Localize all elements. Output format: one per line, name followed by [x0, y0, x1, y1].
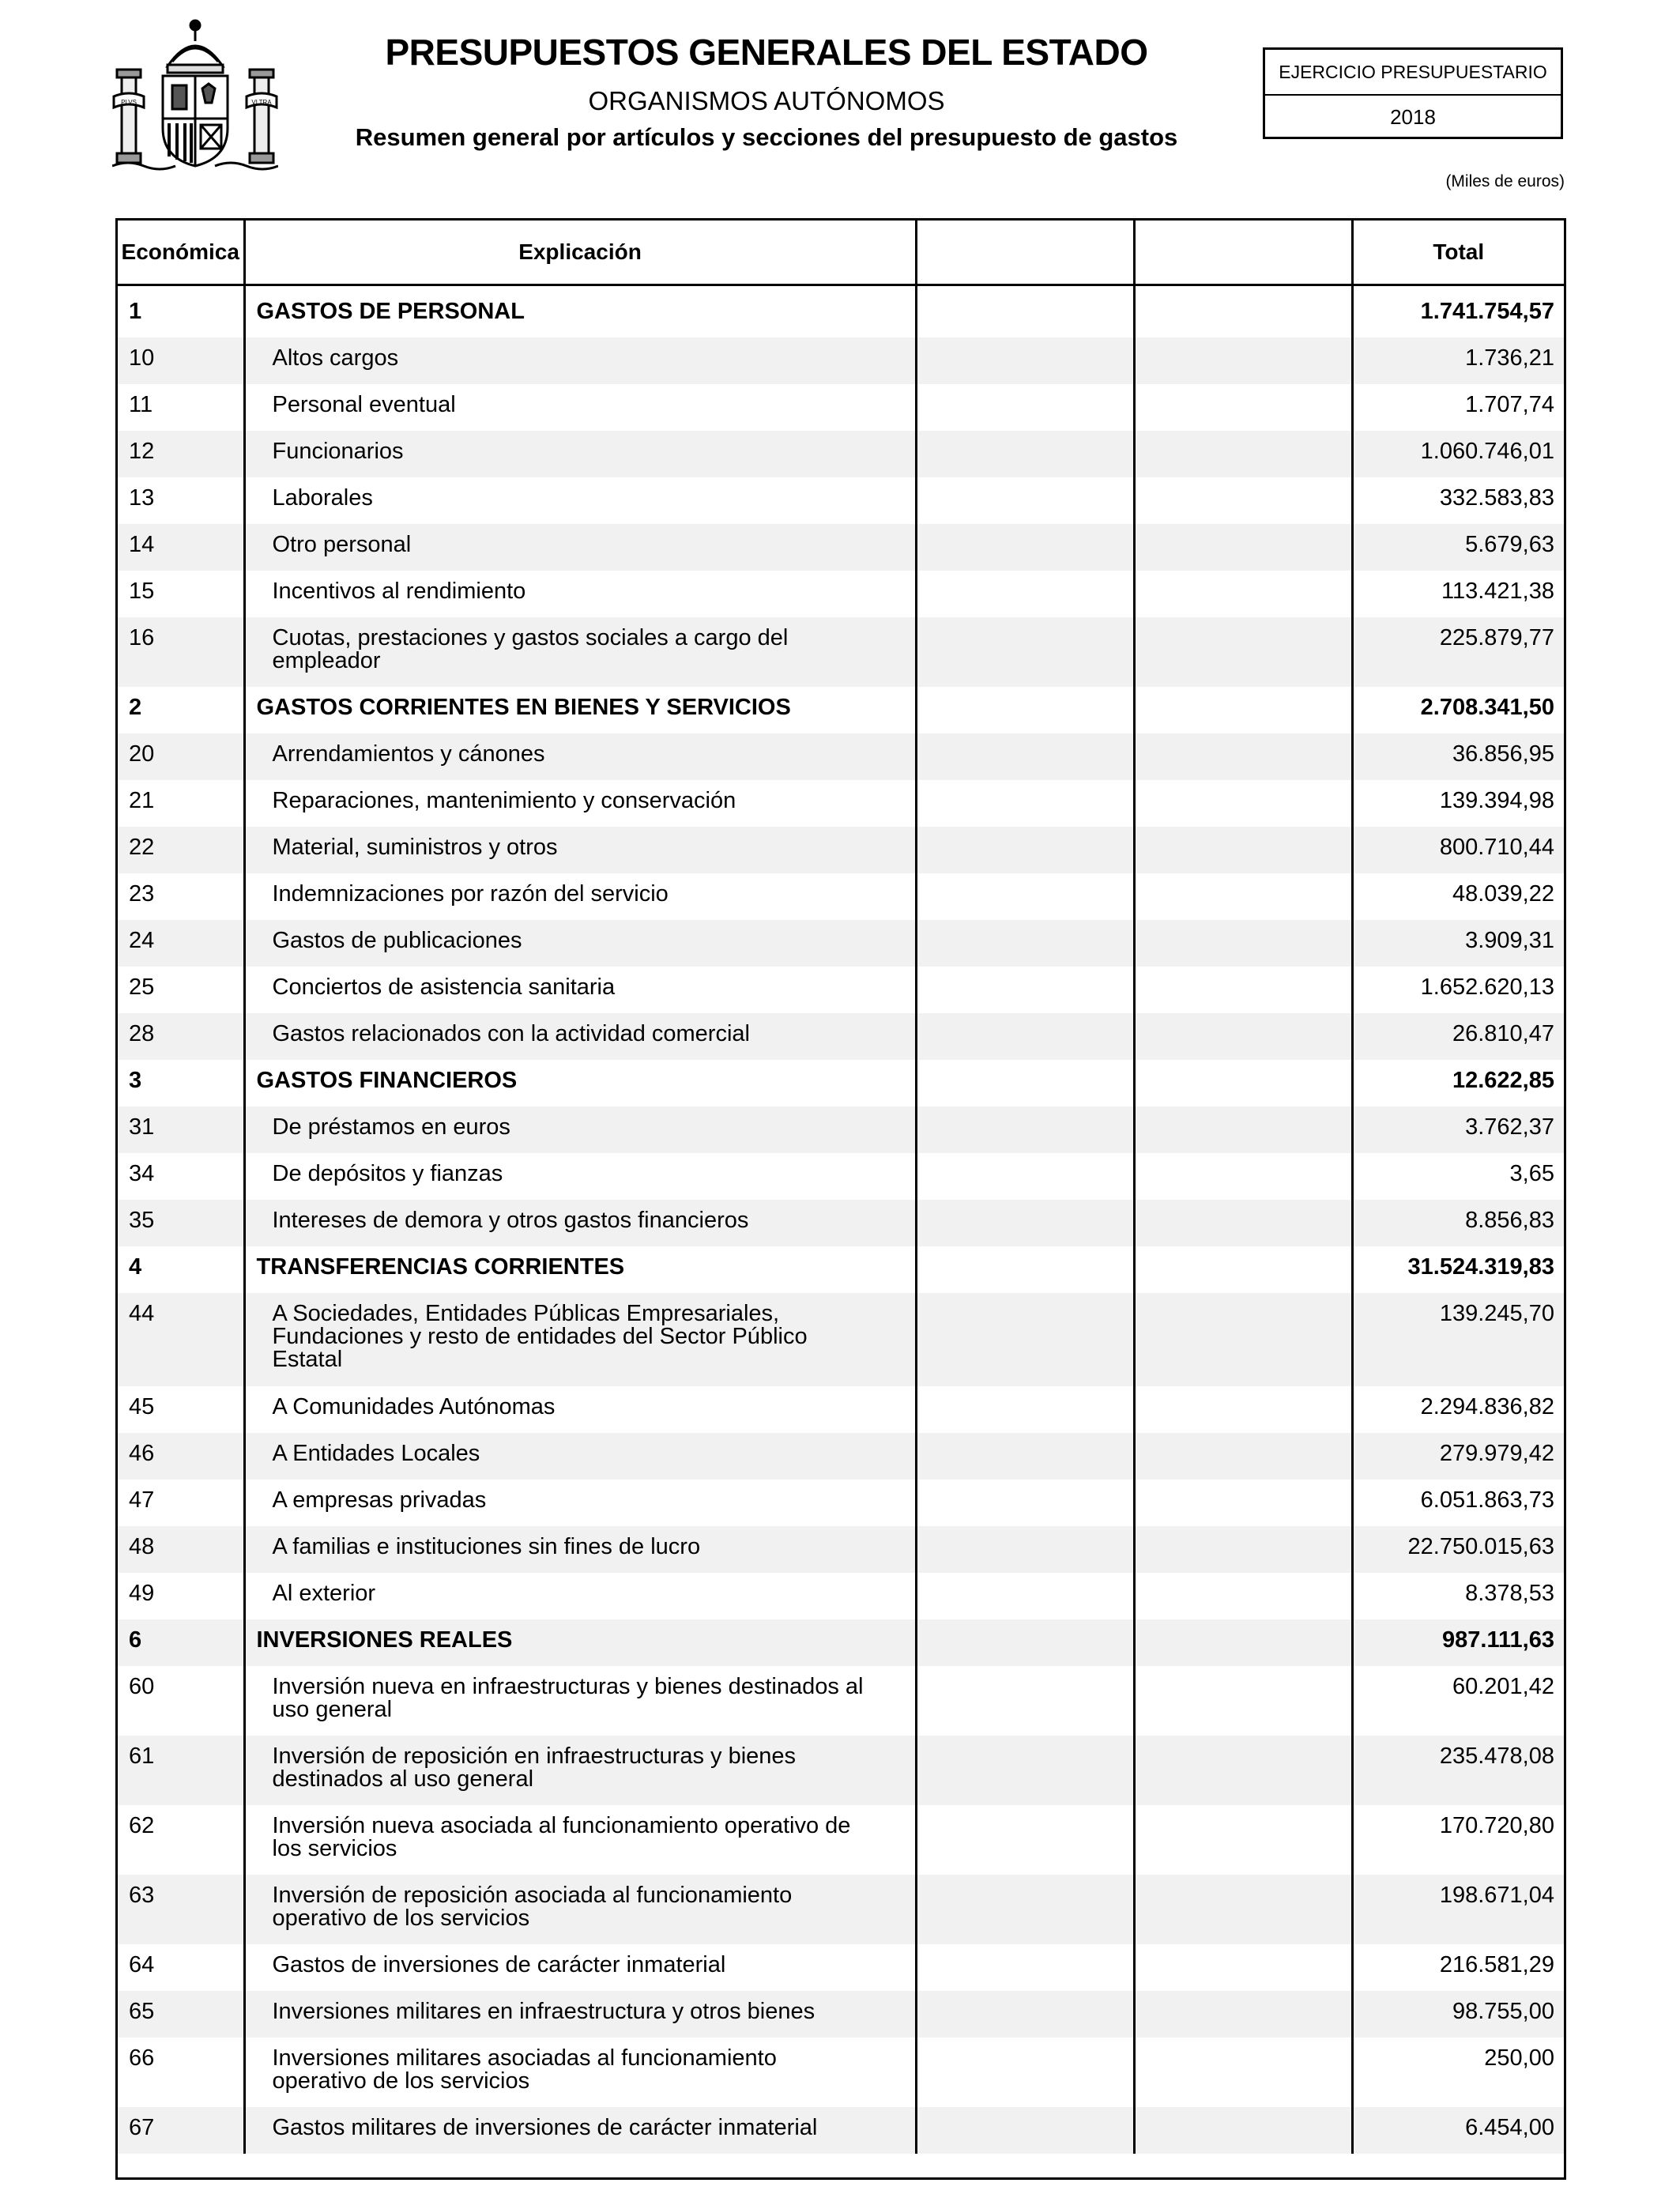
row-blank-1: [916, 524, 1134, 571]
row-blank-2: [1134, 1944, 1352, 1991]
row-total: 225.879,77: [1352, 617, 1564, 687]
row-code: 45: [129, 1394, 155, 1419]
table-row: [118, 1805, 1564, 1875]
row-blank-2: [1134, 873, 1352, 920]
row-blank-1: [916, 1944, 1134, 1991]
row-blank-2: [1134, 1246, 1352, 1293]
row-explanation: Inversión de reposición en infraestructuras y bienes destinados al uso general: [244, 1736, 916, 1805]
row-code: 60: [129, 1674, 155, 1699]
table-row: [118, 1944, 1564, 1991]
row-total: 279.979,42: [1352, 1433, 1564, 1480]
row-total: 2.294.836,82: [1352, 1386, 1564, 1433]
units-note: (Miles de euros): [1445, 172, 1565, 190]
row-blank-2: [1134, 1805, 1352, 1875]
row-blank-2: [1134, 967, 1352, 1013]
row-explanation: Cuotas, prestaciones y gastos sociales a cargo del empleador: [244, 617, 916, 687]
column-header-explicacion: Explicación: [244, 221, 916, 285]
row-blank-1: [916, 1106, 1134, 1153]
row-blank-1: [916, 1666, 1134, 1736]
row-code: 67: [118, 2107, 244, 2154]
row-blank-2: [1134, 1526, 1352, 1573]
row-total: 1.060.746,01: [1352, 431, 1564, 477]
row-total: 8.856,83: [1352, 1200, 1564, 1246]
row-blank-1: [916, 571, 1134, 617]
row-blank-2: [1134, 524, 1352, 571]
row-blank-1: [916, 687, 1134, 733]
row-blank-2: [1134, 1386, 1352, 1433]
table-row: [118, 477, 1564, 524]
row-blank-2: [1134, 337, 1352, 384]
table-row: [118, 1736, 1564, 1805]
row-total: 60.201,42: [1352, 1666, 1564, 1736]
row-blank-1: [916, 1573, 1134, 1619]
row-explanation: INVERSIONES REALES: [244, 1619, 916, 1666]
table-row: [118, 1433, 1564, 1480]
table-row-chapter: [118, 285, 1564, 338]
row-blank-2: [1134, 1991, 1352, 2038]
row-blank-2: [1134, 827, 1352, 873]
row-code: 64: [129, 1952, 155, 1977]
document-description: Resumen general por artículos y secciones del presupuesto de gastos: [355, 123, 1178, 151]
row-explanation: De depósitos y fianzas: [244, 1153, 916, 1200]
row-blank-2: [1134, 687, 1352, 733]
table-row: [118, 431, 1564, 477]
row-explanation: Incentivos al rendimiento: [244, 571, 916, 617]
row-total: 170.720,80: [1352, 1805, 1564, 1875]
table-row: [118, 780, 1564, 827]
row-explanation: Arrendamientos y cánones: [244, 733, 916, 780]
row-blank-2: [1134, 1573, 1352, 1619]
row-explanation: Funcionarios: [244, 431, 916, 477]
row-code: 48: [118, 1526, 244, 1573]
table-row: [118, 571, 1564, 617]
row-explanation: Inversión de reposición asociada al funcionamiento operativo de los servicios: [244, 1875, 916, 1944]
row-total: 98.755,00: [1352, 1991, 1564, 2038]
row-blank-1: [916, 873, 1134, 920]
row-blank-1: [916, 2107, 1134, 2154]
row-blank-2: [1134, 1875, 1352, 1944]
row-total: 22.750.015,63: [1352, 1526, 1564, 1573]
row-code: 31: [118, 1106, 244, 1153]
row-blank-2: [1134, 1433, 1352, 1480]
row-explanation: A Sociedades, Entidades Públicas Empresariales, Fundaciones y resto de entidades del Sector Público Estatal: [244, 1293, 916, 1386]
header: [316, 28, 1217, 155]
row-code: 2: [129, 695, 142, 720]
row-blank-1: [916, 285, 1134, 338]
row-explanation: Inversión nueva asociada al funcionamiento operativo de los servicios: [244, 1805, 916, 1875]
row-explanation: Gastos relacionados con la actividad comercial: [244, 1013, 916, 1060]
row-code: 44: [118, 1293, 244, 1386]
table-row: [118, 384, 1564, 431]
table-row: [118, 1293, 1564, 1386]
row-blank-2: [1134, 733, 1352, 780]
document-title: PRESUPUESTOS GENERALES DEL ESTADO: [385, 32, 1148, 73]
row-blank-1: [916, 1386, 1134, 1433]
column-header-blank-2: [1134, 221, 1352, 285]
table-row: [118, 617, 1564, 687]
row-explanation: Inversión nueva en infraestructuras y bienes destinados al uso general: [244, 1666, 916, 1736]
row-total: 8.378,53: [1352, 1573, 1564, 1619]
row-blank-2: [1134, 431, 1352, 477]
row-blank-2: [1134, 2038, 1352, 2107]
row-explanation: GASTOS FINANCIEROS: [244, 1060, 916, 1106]
row-blank-2: [1134, 2107, 1352, 2154]
row-explanation: Gastos de publicaciones: [244, 920, 916, 967]
table-row: [118, 1480, 1564, 1526]
table-row: [118, 1666, 1564, 1736]
table-row: [118, 524, 1564, 571]
row-code: 16: [118, 617, 244, 687]
crest-motto-right: VLTRA: [251, 99, 272, 106]
table-row: [118, 1200, 1564, 1246]
row-code: 63: [118, 1875, 244, 1944]
row-blank-2: [1134, 1293, 1352, 1386]
row-total: 1.652.620,13: [1352, 967, 1564, 1013]
row-total: 3,65: [1352, 1153, 1564, 1200]
table-row: [118, 2038, 1564, 2107]
row-code: 1: [129, 299, 142, 324]
row-blank-2: [1134, 384, 1352, 431]
row-code: 35: [118, 1200, 244, 1246]
row-blank-1: [916, 1433, 1134, 1480]
row-code: 46: [118, 1433, 244, 1480]
row-explanation: Gastos de inversiones de carácter inmaterial: [244, 1944, 916, 1991]
row-explanation: Material, suministros y otros: [244, 827, 916, 873]
table-row: [118, 1573, 1564, 1619]
row-code: 61: [118, 1736, 244, 1805]
row-blank-1: [916, 780, 1134, 827]
fiscal-year-label: EJERCICIO PRESUPUESTARIO: [1265, 50, 1561, 96]
row-blank-2: [1134, 1200, 1352, 1246]
row-blank-1: [916, 967, 1134, 1013]
row-total: 1.741.754,57: [1352, 285, 1564, 338]
row-explanation: TRANSFERENCIAS CORRIENTES: [244, 1246, 916, 1293]
row-explanation: GASTOS DE PERSONAL: [244, 285, 916, 338]
row-blank-1: [916, 617, 1134, 687]
row-code: 11: [129, 392, 153, 417]
row-explanation: Reparaciones, mantenimiento y conservación: [244, 780, 916, 827]
row-total: 2.708.341,50: [1352, 687, 1564, 733]
table-row: [118, 920, 1564, 967]
row-explanation: De préstamos en euros: [244, 1106, 916, 1153]
fiscal-year-value: 2018: [1390, 104, 1436, 129]
row-explanation: Inversiones militares en infraestructura y otros bienes: [244, 1991, 916, 2038]
row-total: 987.111,63: [1352, 1619, 1564, 1666]
row-blank-1: [916, 384, 1134, 431]
row-blank-1: [916, 431, 1134, 477]
column-header-total: Total: [1352, 221, 1564, 285]
row-code: 15: [129, 579, 155, 604]
row-code: 3: [129, 1068, 142, 1093]
row-blank-2: [1134, 780, 1352, 827]
row-total: 3.909,31: [1352, 920, 1564, 967]
table-row: [118, 1991, 1564, 2038]
row-blank-1: [916, 1619, 1134, 1666]
table-header-row: [118, 221, 1564, 285]
row-explanation: Altos cargos: [244, 337, 916, 384]
row-code: 13: [129, 485, 155, 511]
row-explanation: Intereses de demora y otros gastos financieros: [244, 1200, 916, 1246]
row-code: 66: [129, 2045, 155, 2071]
row-explanation: A empresas privadas: [244, 1480, 916, 1526]
row-explanation: Conciertos de asistencia sanitaria: [244, 967, 916, 1013]
row-blank-1: [916, 1293, 1134, 1386]
row-total: 332.583,83: [1352, 477, 1564, 524]
row-code: 25: [129, 974, 155, 1000]
row-code: 65: [118, 1991, 244, 2038]
table-row: [118, 967, 1564, 1013]
row-explanation: Gastos militares de inversiones de carácter inmaterial: [244, 2107, 916, 2154]
row-code: 47: [129, 1487, 155, 1513]
row-total: 235.478,08: [1352, 1736, 1564, 1805]
row-explanation: GASTOS CORRIENTES EN BIENES Y SERVICIOS: [244, 687, 916, 733]
row-explanation: A familias e instituciones sin fines de lucro: [244, 1526, 916, 1573]
table-row: [118, 1526, 1564, 1573]
row-code: 22: [118, 827, 244, 873]
row-code: 23: [129, 881, 155, 907]
table-row-chapter: [118, 1060, 1564, 1106]
row-total: 12.622,85: [1352, 1060, 1564, 1106]
row-code: 28: [118, 1013, 244, 1060]
row-total: 3.762,37: [1352, 1106, 1564, 1153]
row-explanation: Otro personal: [244, 524, 916, 571]
row-blank-1: [916, 1153, 1134, 1200]
row-blank-2: [1134, 1666, 1352, 1736]
row-total: 1.736,21: [1352, 337, 1564, 384]
row-blank-1: [916, 1991, 1134, 2038]
crest-motto-left: PLVS: [121, 99, 137, 106]
row-explanation: A Entidades Locales: [244, 1433, 916, 1480]
table-row-chapter: [118, 1246, 1564, 1293]
table-row: [118, 2107, 1564, 2154]
row-code: 21: [129, 788, 155, 813]
row-total: 139.245,70: [1352, 1293, 1564, 1386]
row-total: 800.710,44: [1352, 827, 1564, 873]
row-total: 198.671,04: [1352, 1875, 1564, 1944]
row-code: 12: [118, 431, 244, 477]
table-row: [118, 1875, 1564, 1944]
row-blank-2: [1134, 285, 1352, 338]
row-blank-1: [916, 733, 1134, 780]
row-explanation: Laborales: [244, 477, 916, 524]
fiscal-year-box: [1263, 47, 1563, 139]
row-blank-2: [1134, 477, 1352, 524]
row-blank-2: [1134, 1013, 1352, 1060]
column-header-economica: Económica: [118, 221, 244, 285]
row-total: 48.039,22: [1352, 873, 1564, 920]
row-total: 26.810,47: [1352, 1013, 1564, 1060]
row-code: 6: [118, 1619, 244, 1666]
row-blank-1: [916, 1246, 1134, 1293]
row-total: 6.454,00: [1352, 2107, 1564, 2154]
row-code: 62: [129, 1813, 155, 1838]
row-blank-1: [916, 1736, 1134, 1805]
row-code: 24: [118, 920, 244, 967]
row-blank-2: [1134, 1153, 1352, 1200]
table-row: [118, 337, 1564, 384]
row-code: 20: [118, 733, 244, 780]
row-total: 139.394,98: [1352, 780, 1564, 827]
row-explanation: Al exterior: [244, 1573, 916, 1619]
row-explanation: Indemnizaciones por razón del servicio: [244, 873, 916, 920]
table-row-chapter: [118, 687, 1564, 733]
row-code: 10: [118, 337, 244, 384]
row-blank-2: [1134, 1060, 1352, 1106]
table-row: [118, 1013, 1564, 1060]
row-blank-2: [1134, 1480, 1352, 1526]
row-explanation: Personal eventual: [244, 384, 916, 431]
table-row: [118, 1386, 1564, 1433]
row-blank-1: [916, 1013, 1134, 1060]
row-blank-1: [916, 2038, 1134, 2107]
document-subtitle: ORGANISMOS AUTÓNOMOS: [588, 86, 945, 115]
row-blank-2: [1134, 1619, 1352, 1666]
row-total: 36.856,95: [1352, 733, 1564, 780]
row-total: 216.581,29: [1352, 1944, 1564, 1991]
row-code: 34: [129, 1161, 155, 1186]
row-blank-2: [1134, 571, 1352, 617]
row-code: 49: [129, 1581, 155, 1606]
row-blank-1: [916, 920, 1134, 967]
row-explanation: Inversiones militares asociadas al funcionamiento operativo de los servicios: [244, 2038, 916, 2107]
row-blank-1: [916, 1526, 1134, 1573]
table-row: [118, 873, 1564, 920]
row-total: 5.679,63: [1352, 524, 1564, 571]
row-total: 31.524.319,83: [1352, 1246, 1564, 1293]
row-blank-2: [1134, 1106, 1352, 1153]
row-blank-2: [1134, 1736, 1352, 1805]
table-row: [118, 1153, 1564, 1200]
row-blank-2: [1134, 920, 1352, 967]
row-blank-1: [916, 827, 1134, 873]
table-row: [118, 733, 1564, 780]
row-explanation: A Comunidades Autónomas: [244, 1386, 916, 1433]
row-blank-1: [916, 1875, 1134, 1944]
row-blank-2: [1134, 617, 1352, 687]
row-code: 4: [129, 1254, 142, 1280]
row-blank-1: [916, 1480, 1134, 1526]
row-blank-1: [916, 1805, 1134, 1875]
row-blank-1: [916, 477, 1134, 524]
row-total: 250,00: [1352, 2038, 1564, 2107]
row-blank-1: [916, 1200, 1134, 1246]
row-total: 113.421,38: [1352, 571, 1564, 617]
table-row: [118, 1106, 1564, 1153]
row-blank-1: [916, 337, 1134, 384]
column-header-blank-1: [916, 221, 1134, 285]
budget-table: [115, 218, 1566, 2180]
table-row: [118, 827, 1564, 873]
row-code: 14: [118, 524, 244, 571]
row-total: 1.707,74: [1352, 384, 1564, 431]
coat-of-arms-icon: [112, 17, 278, 174]
row-total: 6.051.863,73: [1352, 1480, 1564, 1526]
table-row-chapter: [118, 1619, 1564, 1666]
row-blank-1: [916, 1060, 1134, 1106]
